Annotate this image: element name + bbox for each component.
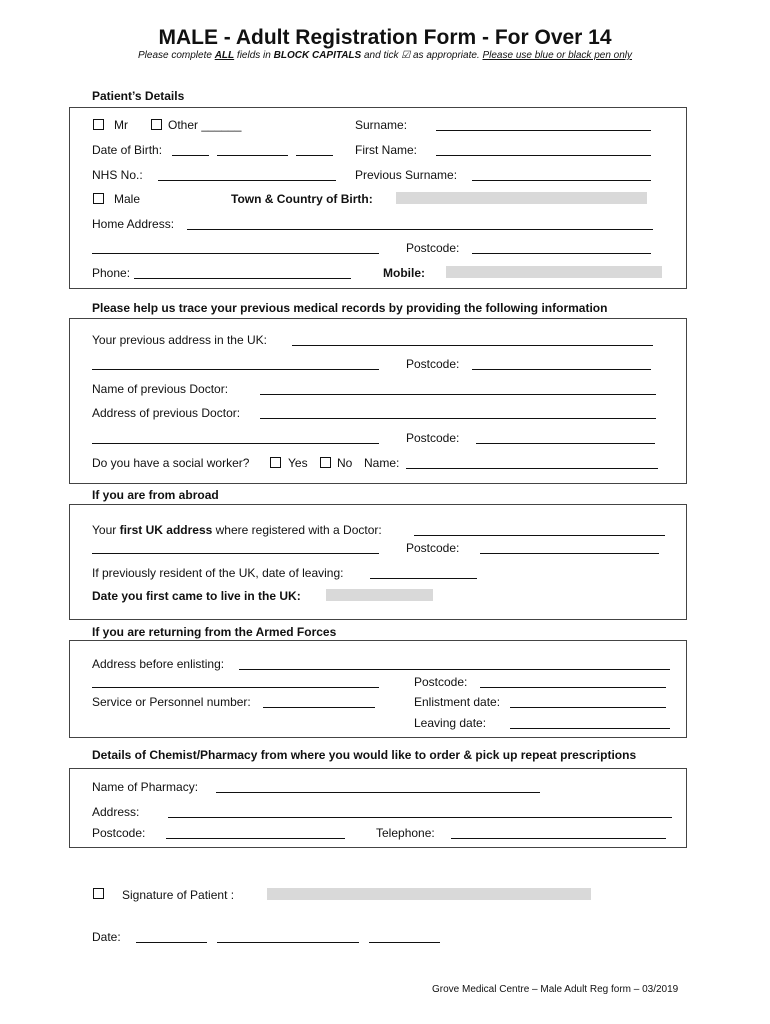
signature-field[interactable] [267,888,591,900]
male-checkbox[interactable] [93,193,104,204]
armed-forces-heading: If you are returning from the Armed Forces [92,625,337,639]
previous-doctor-label: Name of previous Doctor: [92,382,229,396]
address-before-enlisting-line2-field[interactable] [92,687,379,688]
pharmacy-name-field[interactable] [216,792,540,793]
pharmacy-address-label: Address: [92,805,140,819]
enlistment-date-label: Enlistment date: [414,695,501,709]
social-worker-no-label: No [337,456,353,470]
social-worker-no-checkbox[interactable] [320,457,331,468]
nhs-label: NHS No.: [92,168,143,182]
dob-year-field[interactable] [296,155,333,156]
social-worker-name-label: Name: [364,456,400,470]
armed-postcode-label: Postcode: [414,675,468,689]
pharmacy-postcode-label: Postcode: [92,826,146,840]
previous-surname-field[interactable] [472,180,651,181]
first-name-field[interactable] [436,155,651,156]
service-number-field[interactable] [263,707,375,708]
patient-details-heading: Patient’s Details [92,89,185,103]
surname-label: Surname: [355,118,408,132]
pharmacy-telephone-field[interactable] [451,838,666,839]
form-instructions: Please complete ALL fields in BLOCK CAPITALS and tick ☑ as appropriate. Please use blue or black pen only [137,50,633,61]
date-first-came-label: Date you first came to live in the UK: [92,589,301,603]
leaving-date-label: Leaving date: [414,716,487,730]
first-uk-postcode-field[interactable] [480,553,659,554]
phone-field[interactable] [134,278,351,279]
previous-doctor-address-field[interactable] [260,418,656,419]
armed-postcode-field[interactable] [480,687,666,688]
first-name-label: First Name: [355,143,418,157]
social-worker-label: Do you have a social worker? [92,456,250,470]
signature-label: Signature of Patient : [122,888,235,902]
pharmacy-name-label: Name of Pharmacy: [92,780,199,794]
dob-month-field[interactable] [217,155,288,156]
home-postcode-label: Postcode: [406,241,460,255]
male-label: Male [114,192,141,206]
social-worker-name-field[interactable] [406,468,658,469]
first-uk-postcode-label: Postcode: [406,541,460,555]
form-title: MALE - Adult Registration Form - For Over 14 [158,26,612,49]
previous-doctor-postcode-label: Postcode: [406,431,460,445]
previous-address-line2-field[interactable] [92,369,379,370]
signature-date-day-field[interactable] [136,942,207,943]
date-leaving-uk-label: If previously resident of the UK, date of leaving: [92,566,344,580]
previous-address-field[interactable] [292,345,653,346]
phone-label: Phone: [92,266,131,280]
previous-postcode-label: Postcode: [406,357,460,371]
other-title-label: Other ______ [168,118,242,132]
armed-forces-box [69,640,687,738]
town-country-birth-label: Town & Country of Birth: [231,192,373,206]
social-worker-yes-checkbox[interactable] [270,457,281,468]
home-address-label: Home Address: [92,217,175,231]
pharmacy-heading: Details of Chemist/Pharmacy from where you would like to order & pick up repeat prescriptions [92,748,637,762]
pharmacy-address-field[interactable] [168,817,672,818]
service-number-label: Service or Personnel number: [92,695,251,709]
home-postcode-field[interactable] [472,253,651,254]
previous-doctor-address-line2-field[interactable] [92,443,379,444]
home-address-field[interactable] [187,229,653,230]
surname-field[interactable] [436,130,651,131]
other-title-checkbox[interactable] [151,119,162,130]
signature-date-year-field[interactable] [369,942,440,943]
abroad-heading: If you are from abroad [92,488,219,502]
first-uk-address-field[interactable] [414,535,665,536]
signature-date-month-field[interactable] [217,942,359,943]
trace-records-heading: Please help us trace your previous medical records by providing the following information [92,301,608,315]
date-first-came-field[interactable] [326,589,433,601]
mobile-label: Mobile: [383,266,425,280]
address-before-enlisting-label: Address before enlisting: [92,657,225,671]
first-uk-address-label: Your first UK address where registered with a Doctor: [92,523,382,537]
nhs-field[interactable] [158,180,336,181]
dob-label: Date of Birth: [92,143,163,157]
footer-text: Grove Medical Centre – Male Adult Reg form – 03/2019 [432,984,679,995]
previous-doctor-postcode-field[interactable] [476,443,655,444]
mr-checkbox[interactable] [93,119,104,130]
pharmacy-telephone-label: Telephone: [376,826,435,840]
previous-postcode-field[interactable] [472,369,651,370]
previous-doctor-address-label: Address of previous Doctor: [92,406,241,420]
dob-day-field[interactable] [172,155,209,156]
signature-date-label: Date: [92,930,121,944]
mr-label: Mr [114,118,128,132]
pharmacy-postcode-field[interactable] [166,838,345,839]
social-worker-yes-label: Yes [288,456,308,470]
previous-address-label: Your previous address in the UK: [92,333,267,347]
date-leaving-uk-field[interactable] [370,578,477,579]
home-address-line2-field[interactable] [92,253,379,254]
address-before-enlisting-field[interactable] [239,669,670,670]
first-uk-address-line2-field[interactable] [92,553,379,554]
enlistment-date-field[interactable] [510,707,666,708]
previous-surname-label: Previous Surname: [355,168,458,182]
town-country-birth-field[interactable] [396,192,647,204]
mobile-field[interactable] [446,266,662,278]
signature-checkbox[interactable] [93,888,104,899]
leaving-date-field[interactable] [510,728,670,729]
previous-doctor-field[interactable] [260,394,656,395]
